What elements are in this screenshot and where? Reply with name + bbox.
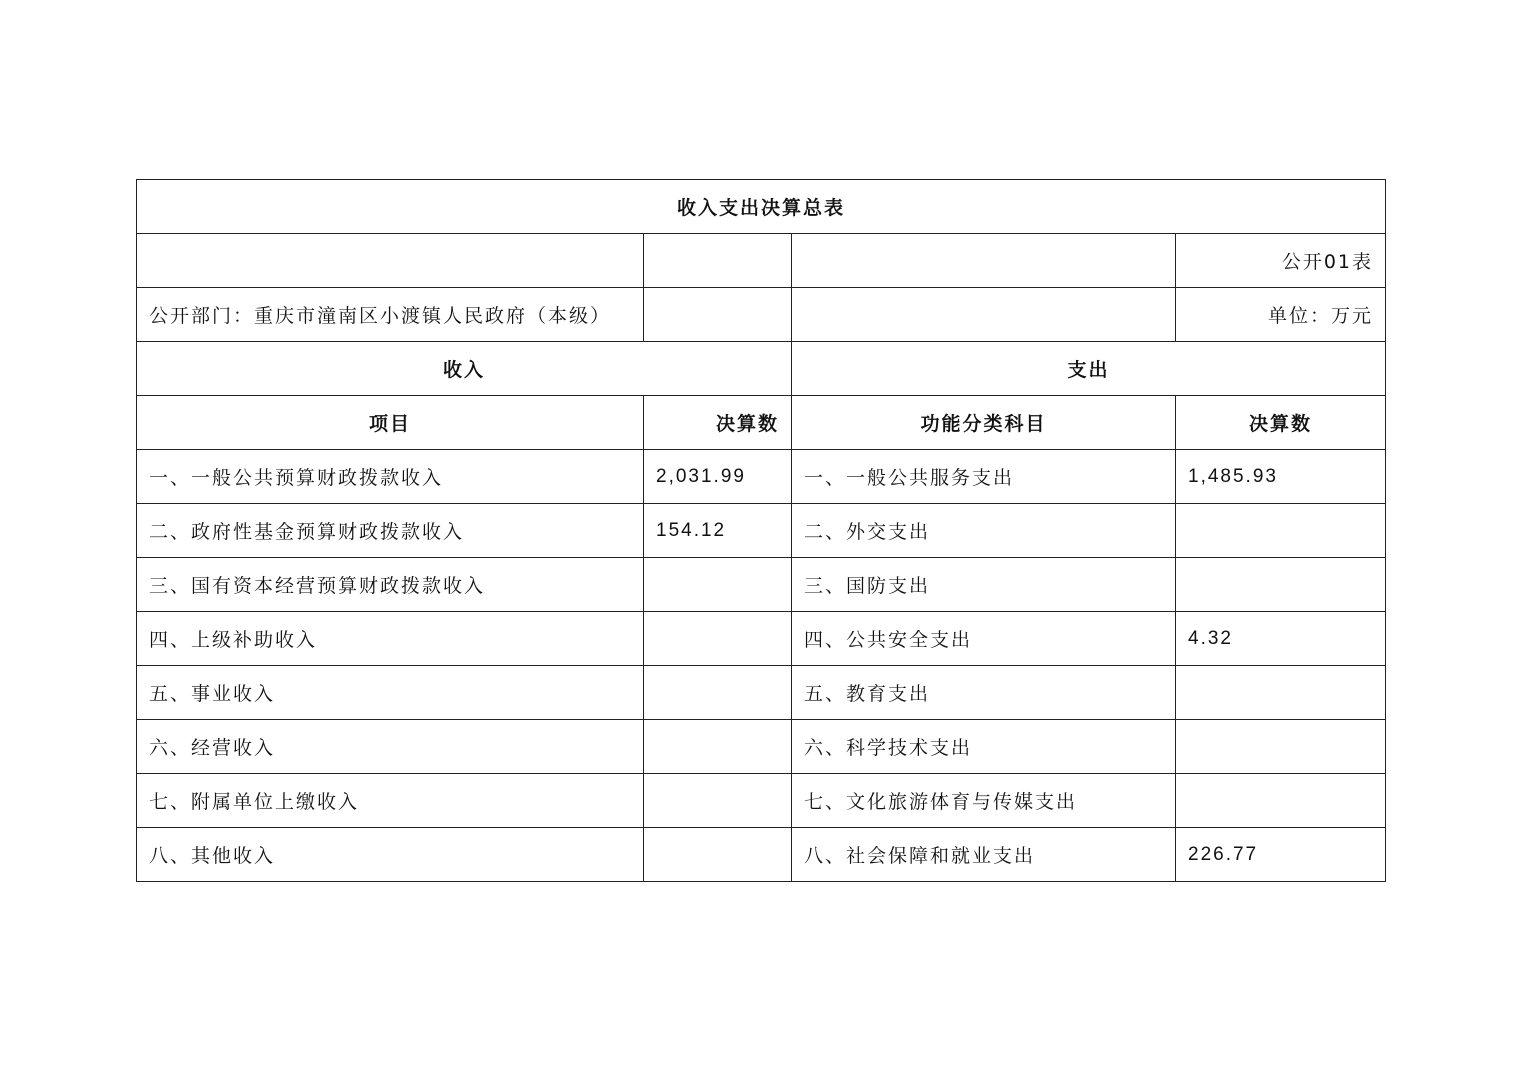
income-amount-cell: 154.12 bbox=[644, 504, 792, 558]
expense-amount-cell: 226.77 bbox=[1176, 828, 1386, 882]
expense-amount-cell bbox=[1176, 504, 1386, 558]
column-header-expense-item: 功能分类科目 bbox=[792, 396, 1176, 450]
table-row bbox=[137, 666, 1386, 720]
income-amount-cell bbox=[644, 558, 792, 612]
expense-amount-cell bbox=[1176, 558, 1386, 612]
table-row bbox=[137, 612, 1386, 666]
income-amount-cell bbox=[644, 612, 792, 666]
income-expense-table bbox=[136, 179, 1386, 882]
form-number: 公开01表 bbox=[1176, 234, 1386, 288]
section-header-row bbox=[137, 342, 1386, 396]
column-header-income-amount: 决算数 bbox=[644, 396, 792, 450]
empty-cell bbox=[644, 234, 792, 288]
income-item-cell: 一、一般公共预算财政拨款收入 bbox=[137, 450, 644, 504]
income-item-cell: 四、上级补助收入 bbox=[137, 612, 644, 666]
table-row bbox=[137, 558, 1386, 612]
table-row bbox=[137, 774, 1386, 828]
empty-cell bbox=[792, 234, 1176, 288]
expense-item-cell: 三、国防支出 bbox=[792, 558, 1176, 612]
expense-amount-cell bbox=[1176, 666, 1386, 720]
expense-amount-cell: 1,485.93 bbox=[1176, 450, 1386, 504]
empty-cell bbox=[644, 288, 792, 342]
income-item-cell: 八、其他收入 bbox=[137, 828, 644, 882]
table-row bbox=[137, 828, 1386, 882]
column-header-expense-amount: 决算数 bbox=[1176, 396, 1386, 450]
empty-cell bbox=[137, 234, 644, 288]
income-item-cell: 五、事业收入 bbox=[137, 666, 644, 720]
table-title: 收入支出决算总表 bbox=[137, 180, 1386, 234]
expense-amount-cell: 4.32 bbox=[1176, 612, 1386, 666]
expense-item-cell: 一、一般公共服务支出 bbox=[792, 450, 1176, 504]
income-amount-cell bbox=[644, 828, 792, 882]
expense-item-cell: 四、公共安全支出 bbox=[792, 612, 1176, 666]
column-header-row bbox=[137, 396, 1386, 450]
income-amount-cell bbox=[644, 666, 792, 720]
table-row bbox=[137, 720, 1386, 774]
unit-label: 单位：万元 bbox=[1176, 288, 1386, 342]
table-row bbox=[137, 450, 1386, 504]
income-item-cell: 七、附属单位上缴收入 bbox=[137, 774, 644, 828]
income-item-cell: 六、经营收入 bbox=[137, 720, 644, 774]
expense-item-cell: 八、社会保障和就业支出 bbox=[792, 828, 1176, 882]
income-item-cell: 三、国有资本经营预算财政拨款收入 bbox=[137, 558, 644, 612]
column-header-income-item: 项目 bbox=[137, 396, 644, 450]
empty-cell bbox=[792, 288, 1176, 342]
expense-item-cell: 五、教育支出 bbox=[792, 666, 1176, 720]
income-amount-cell: 2,031.99 bbox=[644, 450, 792, 504]
expense-item-cell: 二、外交支出 bbox=[792, 504, 1176, 558]
department-row bbox=[137, 288, 1386, 342]
table-row bbox=[137, 504, 1386, 558]
title-row bbox=[137, 180, 1386, 234]
department-label: 公开部门：重庆市潼南区小渡镇人民政府（本级） bbox=[137, 288, 644, 342]
expense-amount-cell bbox=[1176, 774, 1386, 828]
income-section-header: 收入 bbox=[137, 342, 792, 396]
form-number-row bbox=[137, 234, 1386, 288]
expense-amount-cell bbox=[1176, 720, 1386, 774]
income-amount-cell bbox=[644, 774, 792, 828]
income-amount-cell bbox=[644, 720, 792, 774]
expense-item-cell: 七、文化旅游体育与传媒支出 bbox=[792, 774, 1176, 828]
expense-item-cell: 六、科学技术支出 bbox=[792, 720, 1176, 774]
income-item-cell: 二、政府性基金预算财政拨款收入 bbox=[137, 504, 644, 558]
expense-section-header: 支出 bbox=[792, 342, 1386, 396]
